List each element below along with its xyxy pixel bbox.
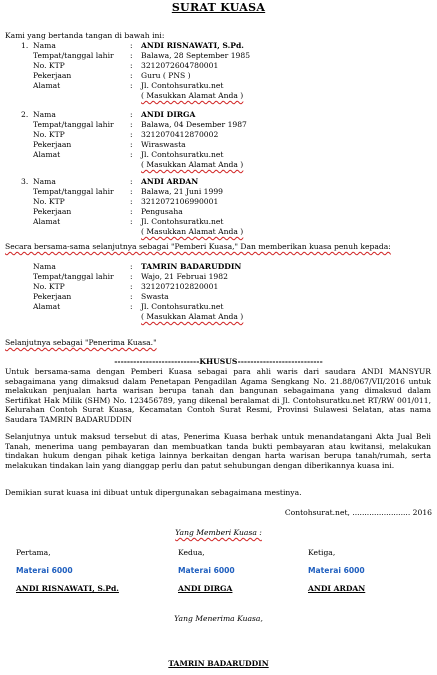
signer-order: Ketiga, (308, 548, 336, 557)
colon: : (130, 282, 133, 291)
intro-text: Kami yang bertanda tangan di bawah ini: (5, 31, 165, 40)
grantor-ktp: 3212072604780001 (141, 61, 219, 70)
label-ktp: No. KTP (33, 282, 65, 291)
label-ttl: Tempat/tanggal lahir (33, 120, 114, 129)
grantee-address-line2: ( Masukkan Alamat Anda ) (141, 312, 244, 321)
grantor-name: ANDI RISNAWATI, S.Pd. (141, 41, 244, 50)
label-job: Pekerjaan (33, 207, 72, 216)
label-name: Nama (33, 177, 56, 186)
giver-heading: Yang Memberi Kuasa : (175, 528, 262, 537)
grantor-job: Pengusaha (141, 207, 183, 216)
colon: : (130, 217, 133, 226)
colon: : (130, 207, 133, 216)
grantor-address-line1: Jl. Contohsuratku.net (141, 81, 224, 90)
receiver-name: TAMRIN BADARUDDIN (168, 659, 269, 668)
stamp-label: Materai 6000 (308, 566, 365, 575)
label-name: Nama (33, 41, 56, 50)
document-title: SURAT KUASA (171, 1, 266, 14)
label-address: Alamat (33, 302, 61, 311)
grantor-job: Wiraswasta (141, 140, 186, 149)
label-ktp: No. KTP (33, 130, 65, 139)
stamp-label: Materai 6000 (178, 566, 235, 575)
label-name: Nama (33, 262, 56, 271)
grantor-ttl: Balawa, 21 Juni 1999 (141, 187, 223, 196)
colon: : (130, 81, 133, 90)
grantor-name: ANDI ARDAN (141, 177, 199, 186)
label-address: Alamat (33, 81, 61, 90)
together-text: Secara bersama-sama selanjutnya sebagai "Pemberi Kuasa," Dan memberikan kuasa penuh kepada: (5, 242, 391, 251)
label-job: Pekerjaan (33, 71, 72, 80)
colon: : (130, 272, 133, 281)
grantor-number: 3. (21, 177, 29, 186)
body-paragraph-1: Untuk bersama-sama dengan Pemberi Kuasa sebagai para ahli waris dari saudara ANDI MANSYUR sebagaimana yang dimaksud dalam Penetapan Pengadilan Agama Sengkang No. 21.88/067/VII/2016 untuk melakukan penjualan harta warisan berupa tanah dan bangunan sebagaimana yang dimaksud dalam Sertifikat Hak Milik (SHM) No. 123456789, yang dikenal beralamat di Jl. Contohsuratku.net RT/RW 001/011, Kelurahan Contoh Surat Kuasa, Kecamatan Contoh Surat Resmi, Provinsi Sulawesi Selatan, atas nama Saudara TAMRIN BADARUDDIN (5, 367, 431, 424)
stamp-label: Materai 6000 (16, 566, 73, 575)
grantee-ktp: 3212072102820001 (141, 282, 219, 291)
label-job: Pekerjaan (33, 292, 72, 301)
closing-text: Demikian surat kuasa ini dibuat untuk dipergunakan sebagaimana mestinya. (5, 488, 302, 497)
colon: : (130, 150, 133, 159)
label-address: Alamat (33, 150, 61, 159)
label-ttl: Tempat/tanggal lahir (33, 187, 114, 196)
grantee-role-text: Selanjutnya sebagai "Penerima Kuasa." (5, 338, 157, 347)
grantor-ktp: 3212072106990001 (141, 197, 219, 206)
colon: : (130, 292, 133, 301)
grantor-ttl: Balawa, 28 September 1985 (141, 51, 251, 60)
grantee-address-line1: Jl. Contohsuratku.net (141, 302, 224, 311)
colon: : (130, 41, 133, 50)
signer-name: ANDI RISNAWATI, S.Pd. (16, 584, 119, 593)
grantee-name: TAMRIN BADARUDDIN (141, 262, 242, 271)
label-ktp: No. KTP (33, 61, 65, 70)
receiver-heading: Yang Menerima Kuasa, (174, 614, 263, 623)
label-job: Pekerjaan (33, 140, 72, 149)
signer-order: Pertama, (16, 548, 51, 557)
grantor-number: 2. (21, 110, 29, 119)
signer-name: ANDI ARDAN (308, 584, 366, 593)
grantor-ktp: 3212070412870002 (141, 130, 219, 139)
grantor-address-line2: ( Masukkan Alamat Anda ) (141, 91, 244, 100)
colon: : (130, 130, 133, 139)
grantor-address-line1: Jl. Contohsuratku.net (141, 217, 224, 226)
place-date: Contohsurat.net, ........................ 2016 (284, 508, 432, 517)
colon: : (130, 140, 133, 149)
grantor-ttl: Balawa, 04 Desember 1987 (141, 120, 247, 129)
signer-name: ANDI DIRGA (178, 584, 233, 593)
grantor-name: ANDI DIRGA (141, 110, 196, 119)
label-ttl: Tempat/tanggal lahir (33, 51, 114, 60)
colon: : (130, 197, 133, 206)
colon: : (130, 120, 133, 129)
khusus-divider: ---------------------------KHUSUS--------------------------- (114, 357, 323, 366)
colon: : (130, 262, 133, 271)
colon: : (130, 110, 133, 119)
grantor-job: Guru ( PNS ) (141, 71, 191, 80)
grantee-ttl: Wajo, 21 Februai 1982 (141, 272, 228, 281)
grantor-address-line2: ( Masukkan Alamat Anda ) (141, 227, 244, 236)
label-ttl: Tempat/tanggal lahir (33, 272, 114, 281)
grantor-number: 1. (21, 41, 29, 50)
body-paragraph-2: Selanjutnya untuk maksud tersebut di atas, Penerima Kuasa berhak untuk menandatangani Akta Jual Beli Tanah, menerima uang pembayaran dan membuatkan tanda bukti pembayaran atau kwitansi, melakukan tindakan hukum dengan pihak ketiga lainnya berkaitan dengan harta warisan berupa tanah/rumah, serta melakukan tindakan lain yang dianggap perlu dan patut sehubungan dengan diberikannya kuasa ini. (5, 432, 431, 470)
label-address: Alamat (33, 217, 61, 226)
grantee-job: Swasta (141, 292, 169, 301)
signer-order: Kedua, (178, 548, 205, 557)
colon: : (130, 51, 133, 60)
colon: : (130, 61, 133, 70)
colon: : (130, 187, 133, 196)
grantor-address-line2: ( Masukkan Alamat Anda ) (141, 160, 244, 169)
label-name: Nama (33, 110, 56, 119)
colon: : (130, 71, 133, 80)
colon: : (130, 302, 133, 311)
grantor-address-line1: Jl. Contohsuratku.net (141, 150, 224, 159)
label-ktp: No. KTP (33, 197, 65, 206)
colon: : (130, 177, 133, 186)
